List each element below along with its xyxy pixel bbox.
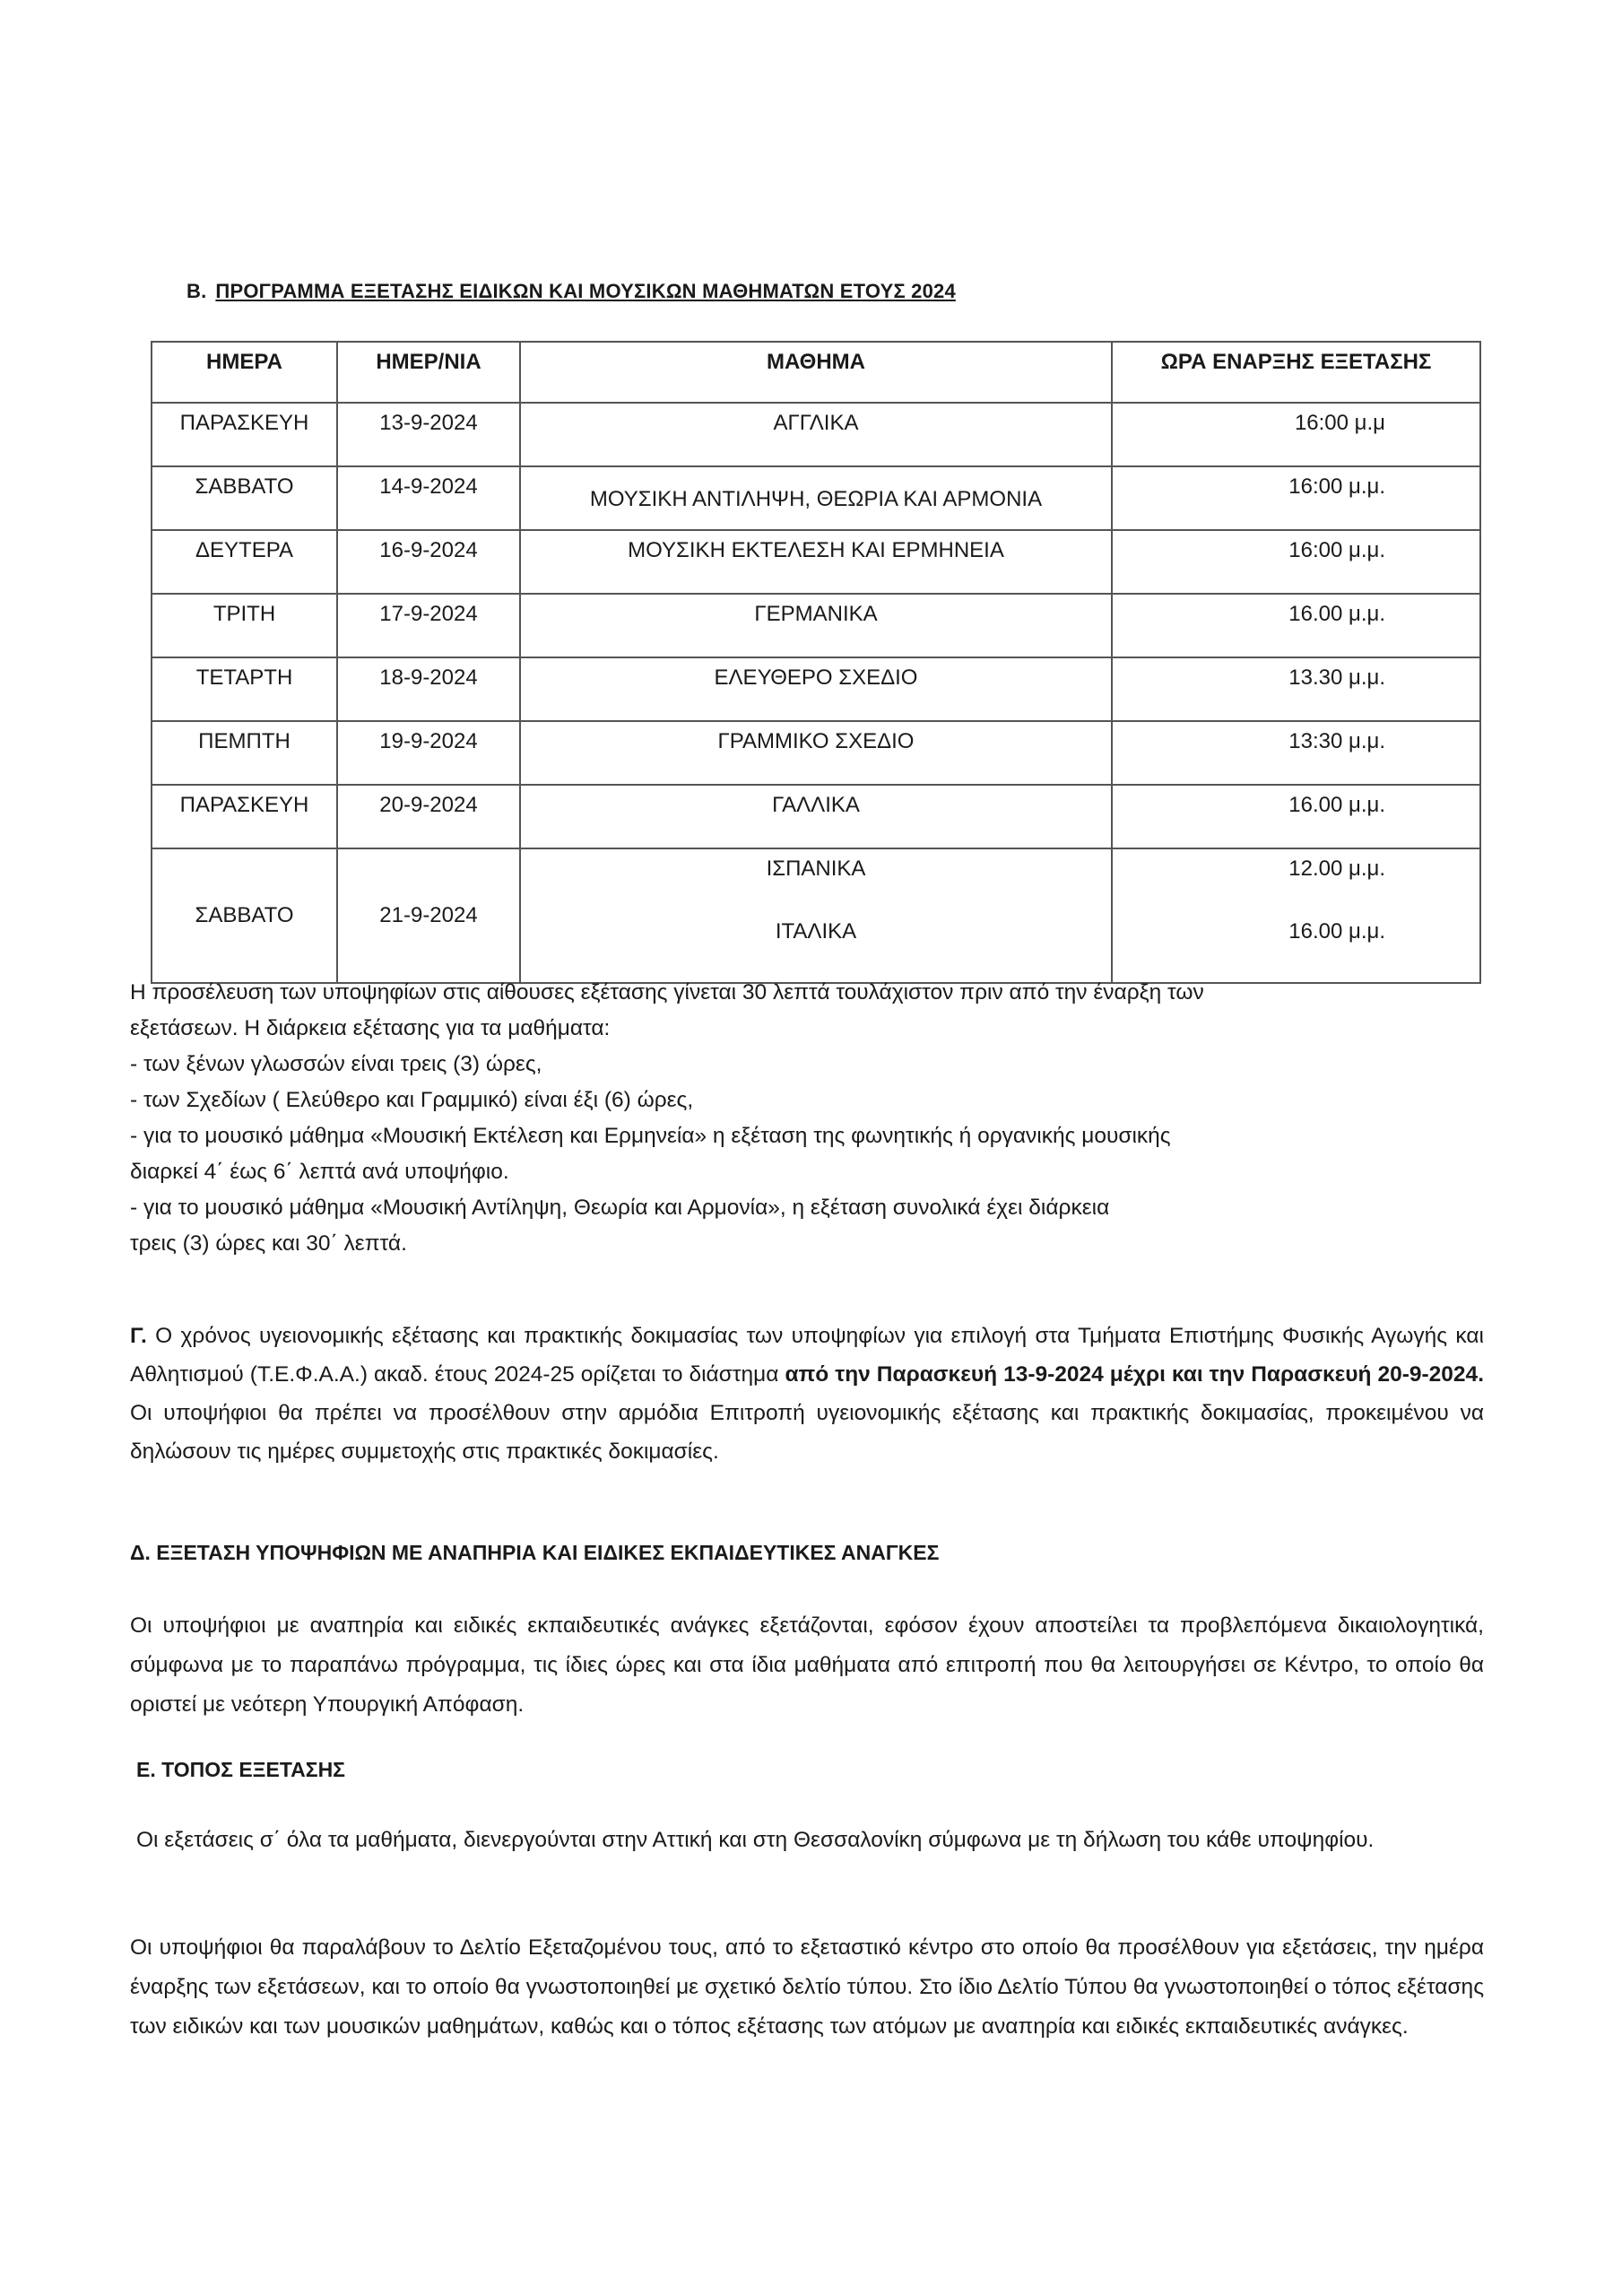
cell-time: 13:30 μ.μ. [1112,721,1480,785]
section-g-paragraph [130,1317,1484,1471]
header-day: ΗΜΕΡΑ [152,342,337,403]
table-header-row [152,342,1480,403]
cell-time: 16:00 μ.μ. [1112,530,1480,594]
cell-day: ΤΡΙΤΗ [152,594,337,657]
table-row [152,848,1480,983]
header-subject: ΜΑΘΗΜΑ [520,342,1112,403]
section-e-text-2: Οι υποψήφιοι θα παραλάβουν το Δελτίο Εξεταζομένου τους, από το εξεταστικό κέντρο στο οποίο θα προσέλθουν για εξετάσεις, την ημέρα έναρξης των εξετάσεων, και το οποίο θα γνωστοποιηθεί με σχετικό δελτίο τύπου. Στο ίδιο Δελτίο Τύπου θα γνωστοποιηθεί ο τόπος εξέτασης των ειδικών και των μουσικών μαθημάτων, καθώς και ο τόπος εξέτασης των ατόμων με αναπηρία και ειδικές εκπαιδευτικές ανάγκες. [130,1935,1484,2039]
section-d-text: Οι υποψήφιοι με αναπηρία και ειδικές εκπαιδευτικές ανάγκες εξετάζονται, εφόσον έχουν αποστείλει τα προβλεπόμενα δικαιολογητικά, σύμφωνα με το παραπάνω πρόγραμμα, τις ίδιες ώρες και στα ίδια μαθήματα από επιτροπή που θα λειτουργήσει σε Κέντρο, το οποίο θα οριστεί με νεότερη Υπουργική Απόφαση. [130,1613,1484,1717]
note-line: τρεις (3) ώρες και 30΄ λεπτά. [130,1231,407,1256]
table-row [152,657,1480,721]
note-line: Η προσέλευση των υποψηφίων στις αίθουσες εξέτασης γίνεται 30 λεπτά τουλάχιστον πριν από την έναρξη των [130,980,1204,1004]
section-b-letter: Β. [186,280,207,302]
section-g-letter: Γ. [130,1324,147,1348]
section-b-title: ΠΡΟΓΡΑΜΜΑ ΕΞΕΤΑΣΗΣ ΕΙΔΙΚΩΝ ΚΑΙ ΜΟΥΣΙΚΩΝ ΜΑΘΗΜΑΤΩΝ ΕΤΟΥΣ 2024 [215,280,956,302]
cell-date: 21-9-2024 [337,848,520,983]
cell-subject [520,848,1112,983]
cell-date: 14-9-2024 [337,466,520,530]
table-row [152,594,1480,657]
cell-date: 18-9-2024 [337,657,520,721]
note-line: - για το μουσικό μάθημα «Μουσική Αντίληψη, Θεωρία και Αρμονία», η εξέταση συνολικά έχει διάρκεια [130,1196,1110,1220]
cell-date: 17-9-2024 [337,594,520,657]
cell-time: 13.30 μ.μ. [1112,657,1480,721]
note-line: - για το μουσικό μάθημα «Μουσική Εκτέλεση και Ερμηνεία» η εξέταση της φωνητικής ή οργανικής μουσικής [130,1124,1171,1148]
section-g-text-1: Ο χρόνος υγειονομικής εξέτασης και πρακτικής δοκιμασίας των υποψηφίων για επιλογή στα Τμήματα Επιστήμης Φυσικής Αγωγής και Αθλητισμού (Τ.Ε.Φ.Α.Α.) ακαδ. έτους 2024-25 ορίζεται το διάστημα [130,1324,1484,1387]
subject-line: ΙΣΠΑΝΙΚΑ [766,857,866,881]
section-g-dates: από την Παρασκευή 13-9-2024 μέχρι και την Παρασκευή 20-9-2024. [785,1362,1484,1387]
section-g-text-2: Οι υποψήφιοι θα πρέπει να προσέλθουν στην αρμόδια Επιτροπή υγειονομικής εξέτασης και πρακτικής δοκιμασίας, προκειμένου να δηλώσουν τις ημέρες συμμετοχής στις πρακτικές δοκιμασίες. [130,1401,1484,1464]
section-b-heading [186,280,956,303]
section-e-title: Ε. ΤΟΠΟΣ ΕΞΕΤΑΣΗΣ [136,1758,345,1781]
cell-day: ΠΑΡΑΣΚΕΥΗ [152,785,337,848]
section-e-text-1: Οι εξετάσεις σ΄ όλα τα μαθήματα, διενεργούνται στην Αττική και στη Θεσσαλονίκη σύμφωνα με τη δήλωση του κάθε υποψηφίου. [136,1828,1375,1852]
note-line: εξετάσεων. Η διάρκεια εξέτασης για τα μαθήματα: [130,1016,611,1040]
cell-time: 16:00 μ.μ [1112,403,1480,466]
time-line: 16.00 μ.μ. [1288,919,1385,944]
cell-day: ΣΑΒΒΑΤΟ [152,848,337,983]
cell-date: 19-9-2024 [337,721,520,785]
cell-day: ΠΕΜΠΤΗ [152,721,337,785]
cell-day: ΣΑΒΒΑΤΟ [152,466,337,530]
cell-subject: ΓΕΡΜΑΝΙΚΑ [520,594,1112,657]
cell-date: 16-9-2024 [337,530,520,594]
cell-subject: ΓΡΑΜΜΙΚΟ ΣΧΕΔΙΟ [520,721,1112,785]
cell-day: ΔΕΥΤΕΡΑ [152,530,337,594]
time-line: 12.00 μ.μ. [1288,857,1385,881]
section-d-title: Δ. ΕΞΕΤΑΣΗ ΥΠΟΨΗΦΙΩΝ ΜΕ ΑΝΑΠΗΡΙΑ ΚΑΙ ΕΙΔΙΚΕΣ ΕΚΠΑΙΔΕΥΤΙΚΕΣ ΑΝΑΓΚΕΣ [130,1541,940,1564]
subject-line: ΙΤΑΛΙΚΑ [775,919,857,944]
table-row [152,466,1480,530]
cell-subject: ΓΑΛΛΙΚΑ [520,785,1112,848]
note-line: - των Σχεδίων ( Ελεύθερο και Γραμμικό) είναι έξι (6) ώρες, [130,1088,694,1112]
cell-time: 16.00 μ.μ. [1112,785,1480,848]
table-row [152,530,1480,594]
table-row [152,403,1480,466]
header-date: ΗΜΕΡ/ΝΙΑ [337,342,520,403]
cell-day: ΤΕΤΑΡΤΗ [152,657,337,721]
header-start-time: ΩΡΑ ΕΝΑΡΞΗΣ ΕΞΕΤΑΣΗΣ [1112,342,1480,403]
cell-subject: ΜΟΥΣΙΚΗ ΕΚΤΕΛΕΣΗ ΚΑΙ ΕΡΜΗΝΕΙΑ [520,530,1112,594]
cell-subject: ΜΟΥΣΙΚΗ ΑΝΤΙΛΗΨΗ, ΘΕΩΡΙΑ ΚΑΙ ΑΡΜΟΝΙΑ [520,466,1112,530]
cell-day: ΠΑΡΑΣΚΕΥΗ [152,403,337,466]
exam-schedule-table [151,341,1481,984]
note-line: διαρκεί 4΄ έως 6΄ λεπτά ανά υποψήφιο. [130,1160,509,1184]
cell-time: 16:00 μ.μ. [1112,466,1480,530]
cell-subject: ΑΓΓΛΙΚΑ [520,403,1112,466]
cell-time: 16.00 μ.μ. [1112,594,1480,657]
table-row [152,785,1480,848]
cell-subject: ΕΛΕΥΘΕΡΟ ΣΧΕΔΙΟ [520,657,1112,721]
note-line: - των ξένων γλωσσών είναι τρεις (3) ώρες, [130,1052,542,1076]
table-row [152,721,1480,785]
cell-date: 13-9-2024 [337,403,520,466]
exam-notes [130,975,1484,1262]
cell-date: 20-9-2024 [337,785,520,848]
cell-time [1112,848,1480,983]
